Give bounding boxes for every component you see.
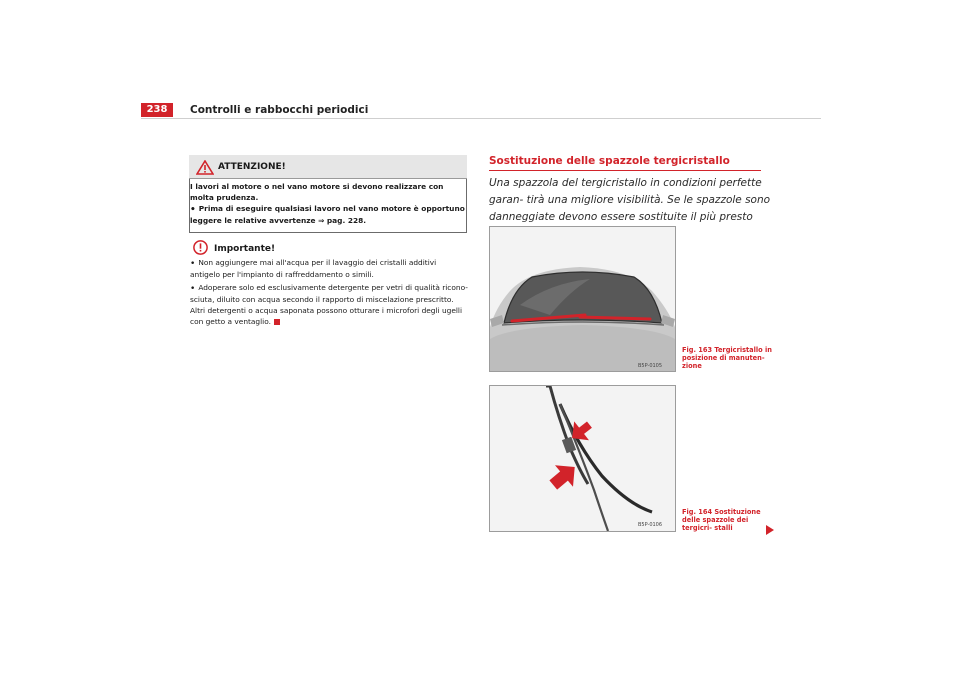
section-title: Sostituzione delle spazzole tergicristallo — [489, 155, 730, 167]
warning-body — [190, 181, 466, 226]
important-item — [190, 282, 468, 327]
section-rule — [489, 170, 761, 171]
wiper-blade-illustration — [490, 386, 675, 531]
bullet-mark: • — [190, 259, 196, 269]
figure-163-wiper-service-position — [489, 226, 676, 372]
chapter-title: Controlli e rabbocchi periodici — [190, 104, 369, 116]
important-item — [190, 257, 468, 280]
figure-163-caption: Fig. 163 Tergicristallo in posizione di manuten- zione — [682, 346, 772, 370]
warning-text: I lavori al motore o nel vano motore si devono realizzare con molta prudenza. — [190, 182, 444, 202]
figure-164-caption: Fig. 164 Sostituzione delle spazzole dei tergicri- stalli — [682, 508, 761, 532]
important-title: Importante! — [214, 244, 276, 254]
figure-164-wiper-blade-replacement — [489, 385, 676, 532]
section-end-mark — [274, 319, 280, 325]
header-rule — [141, 118, 821, 119]
important-body — [190, 257, 468, 329]
continue-arrow-icon — [766, 525, 774, 535]
section-intro: Una spazzola del tergicristallo in condizioni perfette garan- tirà una migliore visibilità. Se le spazzole sono danneggiate devono essere sostituite il più presto — [489, 177, 771, 223]
figure-code: B5P-0105 — [638, 363, 663, 369]
important-item-text: Non aggiungere mai all'acqua per il lavaggio dei cristalli additivi antigelo per l'impianto di raffreddamento o simili. — [190, 258, 437, 279]
bullet-mark: • — [190, 284, 196, 294]
warning-title: ATTENZIONE! — [218, 162, 286, 172]
bullet-mark: • — [190, 205, 196, 215]
car-windshield-illustration — [490, 227, 675, 371]
important-item-text: Adoperare solo ed esclusivamente detergente per vetri di qualità ricono- sciuta, diluito con acqua secondo il rapporto di miscelazione prescritto. Altri detergenti o acqua saponata possono otturare i microfori degli ugelli con getto a ventaglio. — [190, 283, 468, 326]
warning-bullet-text: Prima di eseguire qualsiasi lavoro nel vano motore è opportuno leggere le relative avvertenze ⇒ pag. 228. — [190, 204, 465, 225]
page-number: 238 — [141, 103, 173, 117]
warning-bullet-item — [190, 203, 466, 226]
important-exclamation-icon — [193, 240, 208, 255]
figure-code: B5P-0106 — [638, 522, 663, 528]
warning-triangle-icon — [196, 160, 214, 175]
